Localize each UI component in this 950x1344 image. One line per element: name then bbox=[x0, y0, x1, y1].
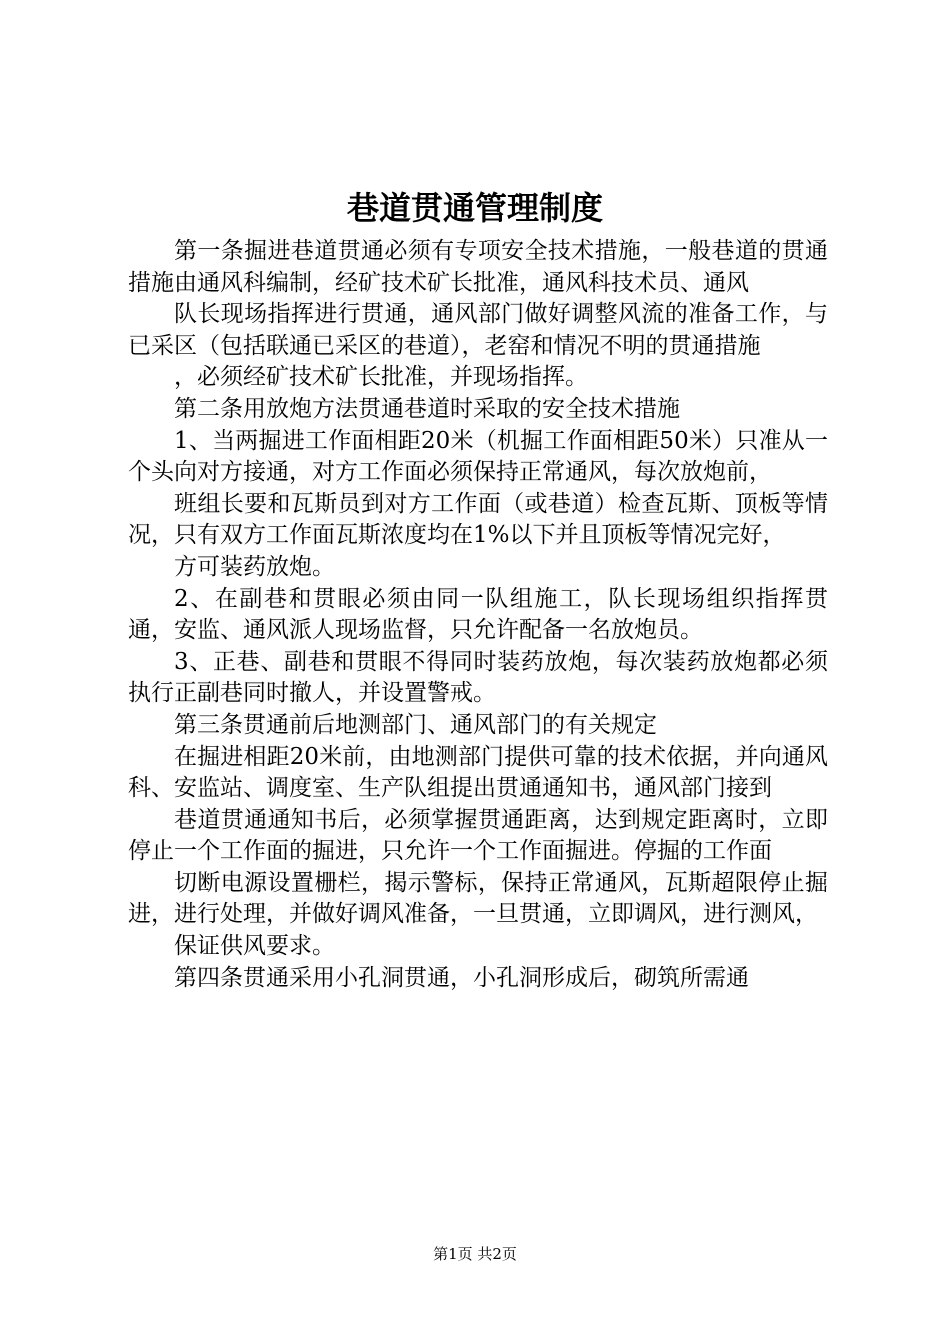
paragraph-8: 2、在副巷和贯眼必须由同一队组施工，队长现场组织指挥贯通，安监、通风派人现场监督，只允许配备一名放炮员。 bbox=[128, 585, 828, 644]
paragraph-10: 第三条贯通前后地测部门、通风部门的有关规定 bbox=[174, 711, 657, 738]
paragraph-11: 在掘进相距20米前，由地测部门提供可靠的技术依据，并向通风科、安监站、调度室、生产队组提出贯通通知书，通风部门接到 bbox=[128, 743, 828, 802]
document-body bbox=[128, 236, 828, 994]
paragraph-2: 队长现场指挥进行贯通，通风部门做好调整风流的准备工作，与已采区（包括联通已采区的巷道），老窑和情况不明的贯通措施 bbox=[128, 301, 828, 359]
paragraph-4: 第二条用放炮方法贯通巷道时采取的安全技术措施 bbox=[174, 395, 680, 422]
paragraph-7: 方可装药放炮。 bbox=[174, 553, 335, 580]
paragraph-15: 第四条贯通采用小孔洞贯通，小孔洞形成后，砌筑所需通 bbox=[174, 964, 749, 991]
paragraph-12: 巷道贯通通知书后，必须掌握贯通距离，达到规定距离时，立即停止一个工作面的掘进，只允许一个工作面掘进。停掘的工作面 bbox=[128, 806, 828, 865]
paragraph-13: 切断电源设置栅栏，揭示警标，保持正常通风，瓦斯超限停止掘进，进行处理，并做好调风准备，一旦贯通，立即调风，进行测风， bbox=[128, 869, 828, 928]
page-footer: 第1页 共2页 bbox=[433, 1245, 517, 1263]
paragraph-5: 1、当两掘进工作面相距20米（机掘工作面相距50米）只准从一个头向对方接通，对方工作面必须保持正常通风，每次放炮前， bbox=[128, 427, 828, 486]
document-title: 巷道贯通管理制度 bbox=[346, 189, 603, 227]
paragraph-9: 3、正巷、副巷和贯眼不得同时装药放炮，每次装药放炮都必须执行正副巷同时撤人，并设置警戒。 bbox=[128, 648, 828, 707]
paragraph-1: 第一条掘进巷道贯通必须有专项安全技术措施，一般巷道的贯通措施由通风科编制，经矿技术矿长批准，通风科技术员、通风 bbox=[128, 238, 828, 296]
paragraph-6: 班组长要和瓦斯员到对方工作面（或巷道）检查瓦斯、顶板等情况，只有双方工作面瓦斯浓度均在1%以下并且顶板等情况完好， bbox=[128, 490, 828, 549]
paragraph-14: 保证供风要求。 bbox=[174, 933, 335, 960]
paragraph-3: ，必须经矿技术矿长批准，并现场指挥。 bbox=[174, 364, 588, 391]
